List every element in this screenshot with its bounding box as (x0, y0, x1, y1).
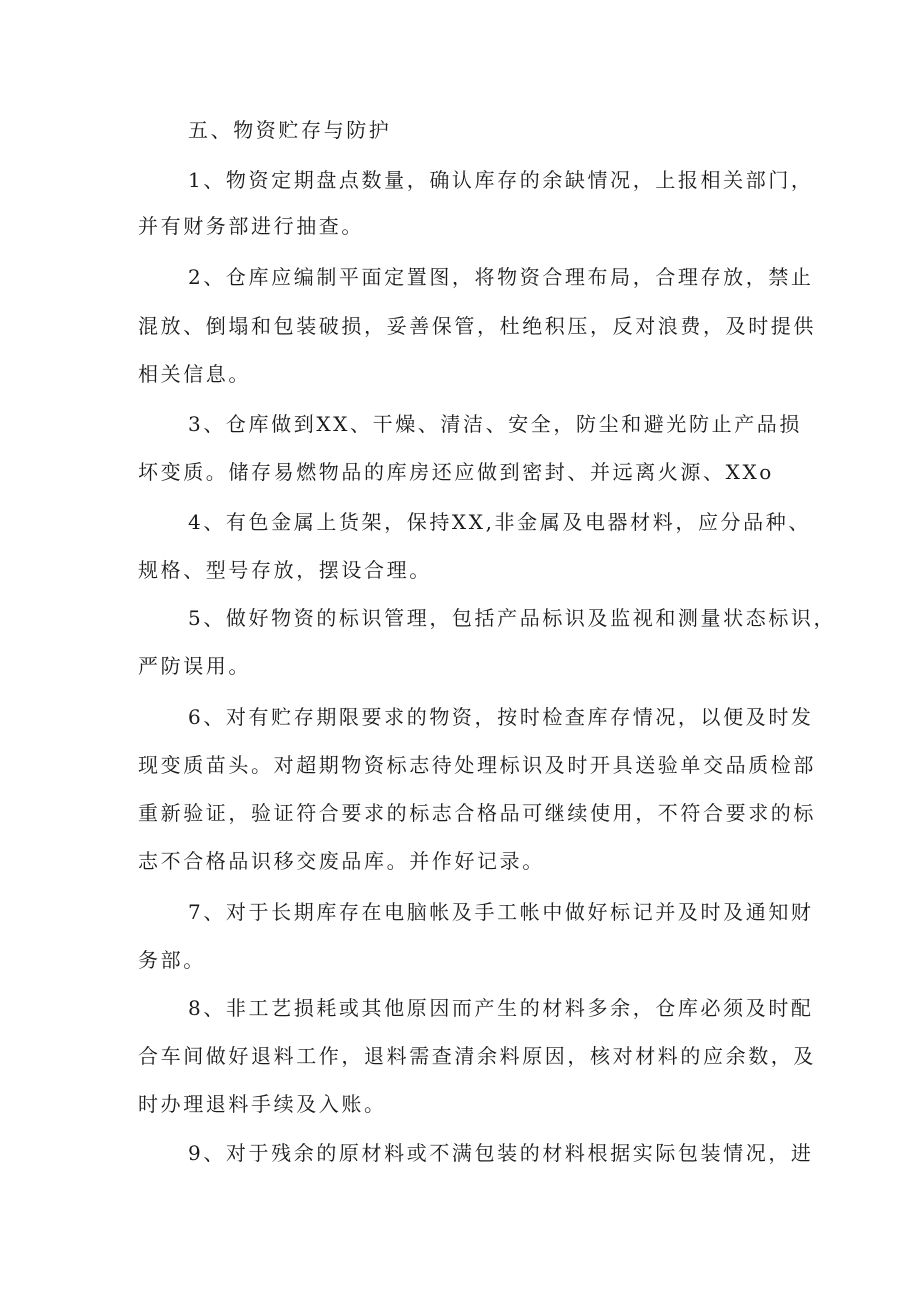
text-line: 6、对有贮存期限要求的物资，按时检查库存情况，以便及时发 (188, 705, 814, 729)
text-line: 规格、型号存放，摆设合理。 (138, 558, 432, 582)
text-line: 相关信息。 (138, 362, 251, 386)
section-heading: 五、物资贮存与防护 (188, 118, 392, 142)
text-line: 务部。 (138, 948, 206, 972)
text-line: 合车间做好退料工作，退料需查清余料原因，核对材料的应余数，及 (138, 1044, 816, 1068)
text-line: 时办理退料手续及入账。 (138, 1092, 387, 1116)
text-line: 并有财务部进行抽查。 (138, 214, 364, 238)
text-line: 坏变质。储存易燃物品的库房还应做到密封、并远离火源、XXo (138, 460, 774, 484)
text-line: 9、对于残余的原材料或不满包装的材料根据实际包装情况，进 (188, 1141, 814, 1165)
text-line: 重新验证，验证符合要求的标志合格品可继续使用，不符合要求的标 (138, 801, 816, 825)
text-line: 志不合格品识移交废品库。并作好记录。 (138, 849, 545, 873)
text-line: 严防误用。 (138, 654, 251, 678)
text-line: 4、有色金属上货架，保持XX,非金属及电器材料，应分品种、 (188, 510, 811, 534)
text-line: 8、非工艺损耗或其他原因而产生的材料多余，仓库必须及时配 (188, 996, 814, 1020)
text-line: 现变质苗头。对超期物资标志待处理标识及时开具送验单交品质检部 (138, 753, 816, 777)
text-line: 3、仓库做到XX、干燥、清洁、安全，防尘和避光防止产品损 (188, 412, 803, 436)
text-line: 7、对于长期库存在电脑帐及手工帐中做好标记并及时及通知财 (188, 900, 814, 924)
text-line: 5、做好物资的标识管理，包括产品标识及监视和测量状态标识， (188, 606, 837, 630)
text-line: 混放、倒塌和包装破损，妥善保管，杜绝积压，反对浪费，及时提供 (138, 314, 816, 338)
text-line: 2、仓库应编制平面定置图，将物资合理布局，合理存放，禁止 (188, 265, 814, 289)
text-line: 1、物资定期盘点数量，确认库存的余缺情况，上报相关部门， (188, 168, 814, 192)
